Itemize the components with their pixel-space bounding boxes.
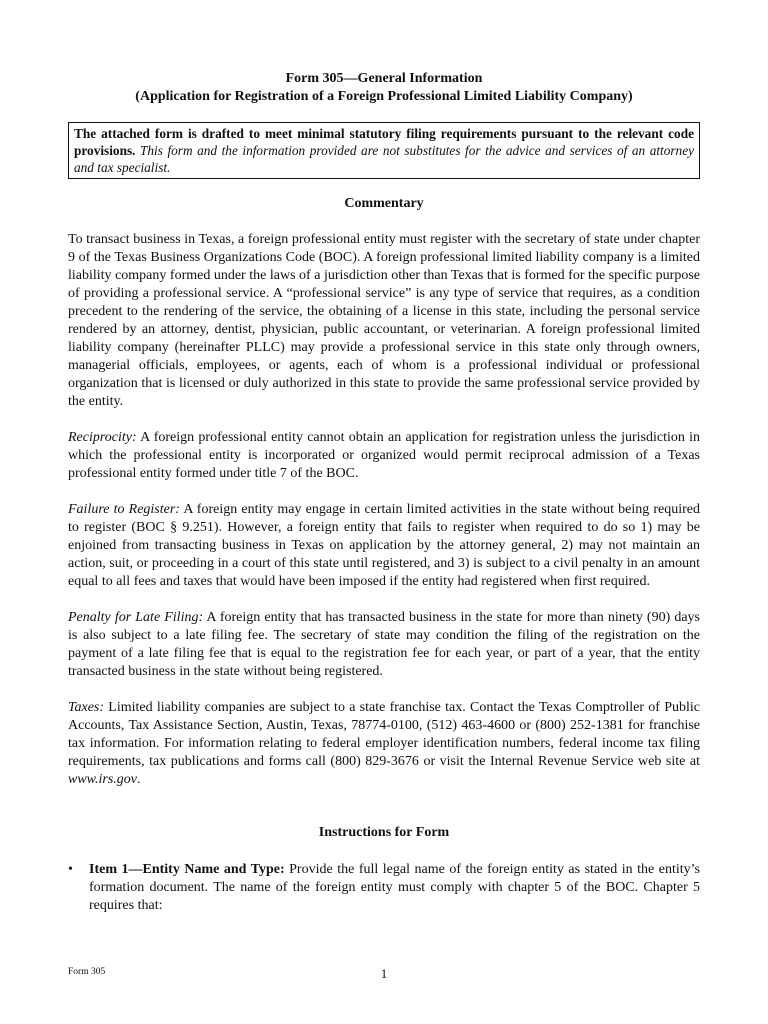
instructions-heading: Instructions for Form (318, 825, 450, 840)
taxes-label: Taxes: (68, 700, 105, 715)
penalty-label: Penalty for Late Filing: (68, 610, 204, 625)
title-line-1: Form 305—General Information (285, 71, 483, 86)
penalty-paragraph (68, 609, 700, 681)
bullet-icon: • (68, 862, 73, 877)
title-line-2: (Application for Registration of a Foreign Professional Limited Liability Company) (135, 89, 633, 104)
notice-bold-text: The attached form is drafted to meet minimal statutory filing requirements pursuant to the relevant code provisions. (74, 126, 694, 158)
irs-url: www.irs.gov (68, 772, 137, 787)
taxes-end: . (136, 772, 141, 787)
intro-paragraph: To transact business in Texas, a foreign professional entity must register with the secretary of state under chapter 9 of the Texas Business Organizations Code (BOC). A foreign professional limited liability company is a limited liability company formed under the laws of a jurisdiction other than Texas that is formed for the specific purpose of providing a professional service. A “professional service” is any type of service that requires, as a condition precedent to the rendering of the service, the obtaining of a license in this state, including the personal service rendered by an attorney, dentist, physician, public accountant, or veterinarian. A foreign professional limited liability company (hereinafter PLLC) may provide a professional service in this state only through owners, managerial officials, employees, or agents, each of whom is a professional individual or professional organization that is licensed or duly authorized in this state to provide the same professional service provided by the entity. (68, 232, 700, 409)
penalty-text: A foreign entity that has transacted business in the state for more than ninety (90) days is also subject to a late filing fee. The secretary of state may condition the filing of the registration on the payment of a late filing fee that is equal to the registration fee for each year, or part of a year, that the entity transacted business in the state without being registered. (68, 610, 700, 679)
notice-box (68, 122, 700, 179)
reciprocity-paragraph (68, 429, 700, 483)
reciprocity-text: A foreign professional entity cannot obtain an application for registration unless the jurisdiction in which the professional entity is incorporated or organized would permit reciprocal admission of a Texas professional entity formed under title 7 of the BOC. (68, 430, 700, 481)
page-number: 1 (380, 966, 388, 981)
reciprocity-label: Reciprocity: (68, 430, 137, 445)
notice-italic-text: This form and the information provided are not substitutes for the advice and services of an attorney and tax specialist. (74, 143, 695, 175)
commentary-heading: Commentary (344, 196, 424, 211)
taxes-paragraph (68, 699, 700, 789)
document-page (68, 70, 700, 915)
failure-label: Failure to Register: (68, 502, 180, 517)
taxes-text: Limited liability companies are subject to a state franchise tax. Contact the Texas Comptroller of Public Accounts, Tax Assistance Section, Austin, Texas, 78774-0100, (512) 463-4600 or (800) 252-1381 for franchise tax information. For information relating to federal employer identification numbers, federal income tax filing requirements, tax publications and forms call (800) 829-3676 or visit the Internal Revenue Service web site at (68, 700, 700, 769)
document-title (68, 70, 700, 106)
instruction-item-1 (68, 861, 700, 915)
item1-label: Item 1—Entity Name and Type: (89, 862, 285, 877)
failure-paragraph (68, 501, 700, 591)
failure-text: A foreign entity may engage in certain limited activities in the state without being required to register (BOC § 9.251). However, a foreign entity that fails to register when required to do so 1) may be enjoined from transacting business in Texas on application by the attorney general, 2) may not maintain an action, suit, or proceeding in a court of this state until registered, and 3) is subject to a civil penalty in an amount equal to all fees and taxes that would have been imposed if the entity had registered when first required. (68, 502, 701, 589)
footer-form-label: Form 305 (68, 967, 106, 977)
item1-text: Provide the full legal name of the foreign entity as stated in the entity’s formation document. The name of the foreign entity must comply with chapter 5 of the BOC. Chapter 5 requires that: (89, 862, 701, 913)
